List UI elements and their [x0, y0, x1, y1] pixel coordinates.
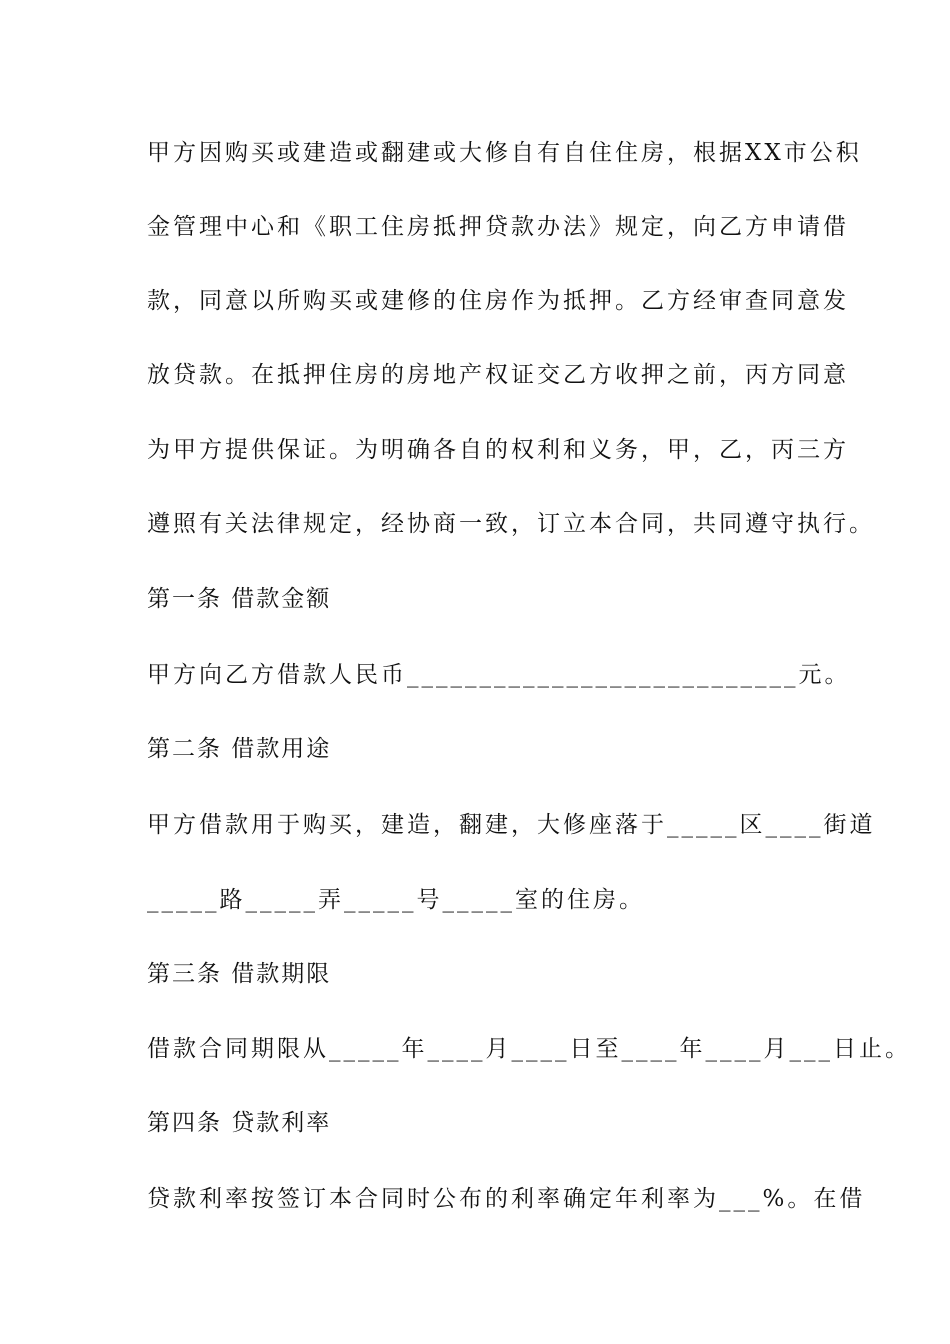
paragraph-line: 甲方因购买或建造或翻建或大修自有自住住房，根据XX市公积: [147, 140, 862, 166]
article-2-heading: 第二条 借款用途: [147, 736, 332, 762]
article-3-text: 借款合同期限从_____年____月____日至____年____月___日止。: [147, 1036, 911, 1062]
paragraph-line: 遵照有关法律规定，经协商一致，订立本合同，共同遵守执行。: [147, 511, 875, 537]
paragraph-line: 放贷款。在抵押住房的房地产权证交乙方收押之前，丙方同意: [147, 362, 849, 388]
article-4-heading: 第四条 贷款利率: [147, 1110, 332, 1136]
article-2-text-line: 甲方借款用于购买，建造，翻建，大修座落于_____区____街道: [147, 812, 876, 838]
paragraph-line: 金管理中心和《职工住房抵押贷款办法》规定，向乙方申请借: [147, 214, 849, 240]
article-4-text: 贷款利率按签订本合同时公布的利率确定年利率为___%。在借: [147, 1186, 866, 1212]
article-1-text: 甲方向乙方借款人民币___________________________元。: [147, 662, 851, 688]
article-2-text-line: _____路_____弄_____号_____室的住房。: [147, 887, 645, 913]
article-3-heading: 第三条 借款期限: [147, 961, 332, 987]
paragraph-line: 为甲方提供保证。为明确各自的权利和义务，甲，乙，丙三方: [147, 437, 849, 463]
article-1-heading: 第一条 借款金额: [147, 586, 332, 612]
paragraph-line: 款，同意以所购买或建修的住房作为抵押。乙方经审查同意发: [147, 288, 849, 314]
